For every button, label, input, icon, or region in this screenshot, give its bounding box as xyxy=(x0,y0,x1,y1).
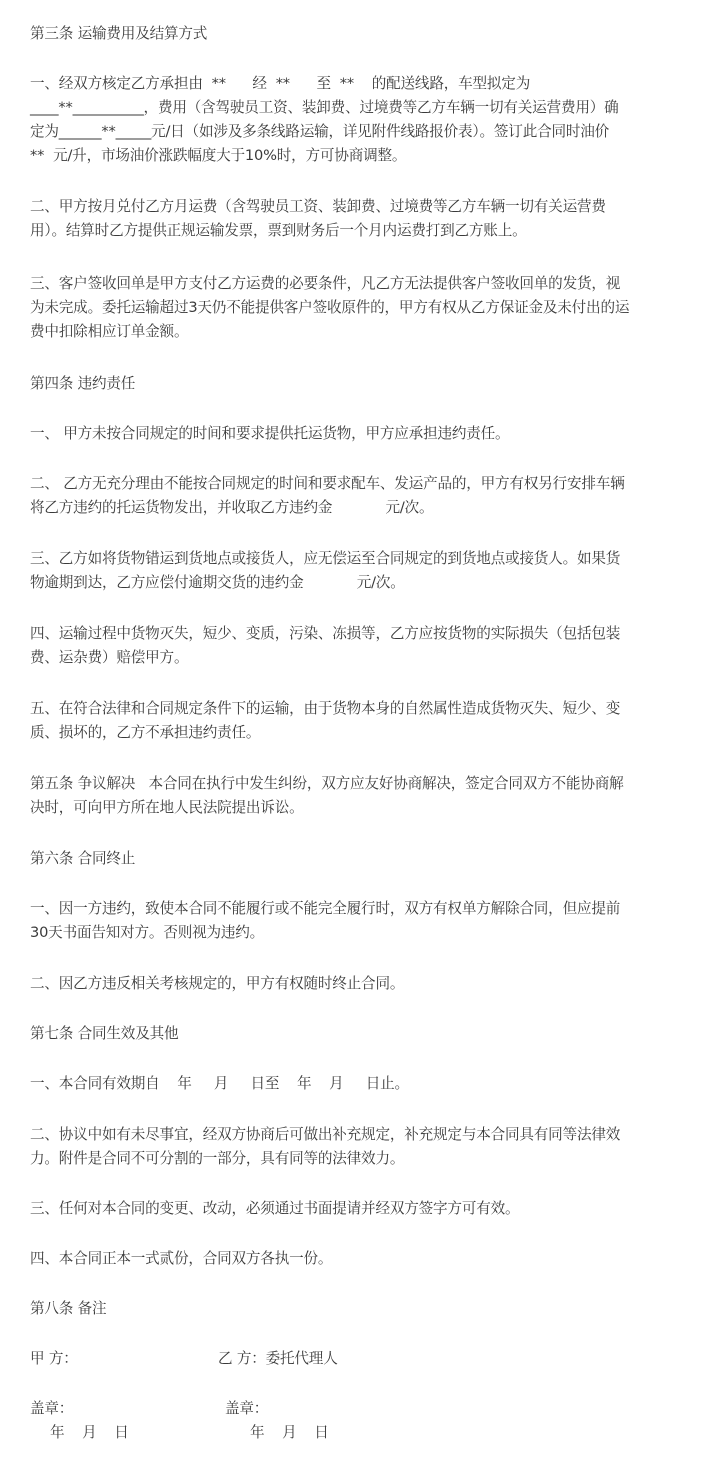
clause-line: 将乙方违约的托运货物发出，并收取乙方违约金 元/次。 xyxy=(30,499,434,516)
clause-line: 二、因乙方违反相关考核规定的，甲方有权随时终止合同。 xyxy=(30,975,405,992)
clause-line: 力。附件是合同不可分割的一部分，具有同等的法律效力。 xyxy=(30,1150,405,1167)
clause-line: 费中扣除相应订单金额。 xyxy=(30,323,189,340)
date-b: 年 月 日 xyxy=(250,1424,329,1441)
section-heading-article-3: 第三条 运输费用及结算方式 xyxy=(30,25,208,42)
clause-line: 一、本合同有效期自 年 月 日至 年 月 日止。 xyxy=(30,1075,409,1092)
clause-line: 三、任何对本合同的变更、改动，必须通过书面提请并经双方签字方可有效。 xyxy=(30,1200,520,1217)
section-heading-article-4: 第四条 违约责任 xyxy=(30,375,136,392)
section-heading-article-7: 第七条 合同生效及其他 xyxy=(30,1025,179,1042)
section-heading-article-6: 第六条 合同终止 xyxy=(30,850,136,867)
clause-line: 五、在符合法律和合同规定条件下的运输，由于货物本身的自然属性造成货物灭失、短少、变 xyxy=(30,700,621,717)
clause-line: 三、乙方如将货物错运到货地点或接货人，应无偿运至合同规定的到货地点或接货人。如果货 xyxy=(30,550,621,567)
clause-line: 二、甲方按月兑付乙方月运费（含驾驶员工资、装卸费、过境费等乙方车辆一切有关运营费 xyxy=(30,198,606,215)
clause-line: 定为______**_____元/日（如涉及多条线路运输，详见附件线路报价表）。签订此合同时油价 xyxy=(30,123,610,140)
clause-line: 三、客户签收回单是甲方支付乙方运费的必要条件，凡乙方无法提供客户签收回单的发货，视 xyxy=(30,275,621,292)
seal-a-label: 盖章： xyxy=(30,1400,74,1417)
clause-line: 四、本合同正本一式贰份，合同双方各执一份。 xyxy=(30,1250,333,1267)
seal-b-label: 盖章： xyxy=(225,1400,269,1417)
party-a-label: 甲 方： xyxy=(30,1350,78,1367)
party-b-label: 乙 方：委托代理人 xyxy=(218,1350,338,1367)
clause-line: 为未完成。委托运输超过3天仍不能提供客户签收原件的，甲方有权从乙方保证金及未付出的运 xyxy=(30,299,630,316)
clause-line: 一、 甲方未按合同规定的时间和要求提供托运货物，甲方应承担违约责任。 xyxy=(30,425,510,442)
clause-line: 物逾期到达，乙方应偿付逾期交货的违约金 元/次。 xyxy=(30,574,405,591)
clause-line: 二、 乙方无充分理由不能按合同规定的时间和要求配车、发运产品的，甲方有权另行安排车辆 xyxy=(30,475,625,492)
clause-line: 费、运杂费）赔偿甲方。 xyxy=(30,649,189,666)
clause-line: 用）。结算时乙方提供正规运输发票，票到财务后一个月内运费打到乙方账上。 xyxy=(30,222,527,239)
clause-line: ** 元/升，市场油价涨跌幅度大于10%时，方可协商调整。 xyxy=(30,147,407,164)
clause-line: 二、协议中如有未尽事宜，经双方协商后可做出补充规定，补充规定与本合同具有同等法律效 xyxy=(30,1126,621,1143)
clause-line: ____**__________，费用（含驾驶员工资、装卸费、过境费等乙方车辆一切有关运营费用）确 xyxy=(30,99,619,116)
clause-line: 一、因一方违约，致使本合同不能履行或不能完全履行时，双方有权单方解除合同，但应提前 xyxy=(30,900,621,917)
date-a: 年 月 日 xyxy=(50,1424,129,1441)
clause-line: 30天书面告知对方。否则视为违约。 xyxy=(30,924,265,941)
section-article-5-line: 决时，可向甲方所在地人民法院提出诉讼。 xyxy=(30,799,304,816)
clause-line: 质、损坏的，乙方不承担违约责任。 xyxy=(30,724,261,741)
section-heading-article-8: 第八条 备注 xyxy=(30,1300,107,1317)
section-article-5-line: 第五条 争议解决 本合同在执行中发生纠纷，双方应友好协商解决，签定合同双方不能协商解 xyxy=(30,775,624,792)
clause-line: 一、经双方核定乙方承担由 ** 经 ** 至 ** 的配送线路，车型拟定为 xyxy=(30,75,531,92)
clause-line: 四、运输过程中货物灭失，短少、变质，污染、冻损等，乙方应按货物的实际损失（包括包装 xyxy=(30,625,621,642)
